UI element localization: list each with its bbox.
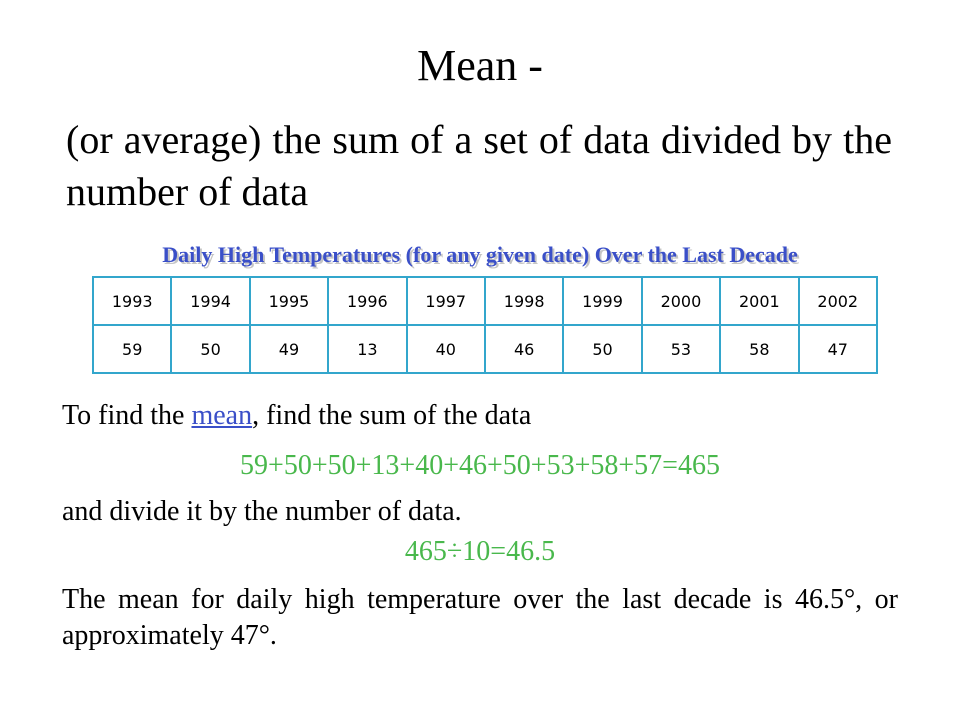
year-cell: 1993 bbox=[93, 277, 171, 325]
year-cell: 1995 bbox=[250, 277, 328, 325]
table-caption: Daily High Temperatures (for any given date) Over the Last Decade bbox=[162, 242, 798, 267]
temperature-cell: 50 bbox=[171, 325, 249, 373]
year-cell: 1997 bbox=[407, 277, 485, 325]
temperature-cell: 50 bbox=[563, 325, 641, 373]
temperature-cell: 58 bbox=[720, 325, 798, 373]
temperature-cell: 47 bbox=[799, 325, 877, 373]
find-suffix-text: , find the sum of the data bbox=[252, 400, 532, 431]
find-prefix-text: To find the bbox=[62, 400, 192, 431]
year-cell: 1996 bbox=[328, 277, 406, 325]
temperature-cell: 13 bbox=[328, 325, 406, 373]
division-expression: 465÷10=46.5 bbox=[404, 536, 556, 567]
temperature-cell: 46 bbox=[485, 325, 563, 373]
conclusion-text: The mean for daily high temperature over the last decade is 46.5°, or approximately 47°. bbox=[62, 584, 898, 651]
slide-title: Mean - bbox=[417, 41, 543, 90]
mean-link[interactable]: mean bbox=[191, 400, 253, 431]
table-row-temperatures bbox=[93, 325, 877, 373]
temperature-table bbox=[92, 276, 878, 374]
temperature-cell: 53 bbox=[642, 325, 720, 373]
year-cell: 2001 bbox=[720, 277, 798, 325]
sum-expression: 59+50+50+13+40+46+50+53+58+57=465 bbox=[240, 450, 720, 481]
year-cell: 1999 bbox=[563, 277, 641, 325]
year-cell: 2002 bbox=[799, 277, 877, 325]
temperature-cell: 40 bbox=[407, 325, 485, 373]
table-row-years bbox=[93, 277, 877, 325]
divide-instruction: and divide it by the number of data. bbox=[62, 496, 462, 527]
year-cell: 2000 bbox=[642, 277, 720, 325]
find-sum-instruction bbox=[62, 398, 898, 434]
temperature-cell: 49 bbox=[250, 325, 328, 373]
mean-definition: (or average) the sum of a set of data divided by the number of data bbox=[66, 117, 892, 214]
year-cell: 1994 bbox=[171, 277, 249, 325]
year-cell: 1998 bbox=[485, 277, 563, 325]
temperature-cell: 59 bbox=[93, 325, 171, 373]
